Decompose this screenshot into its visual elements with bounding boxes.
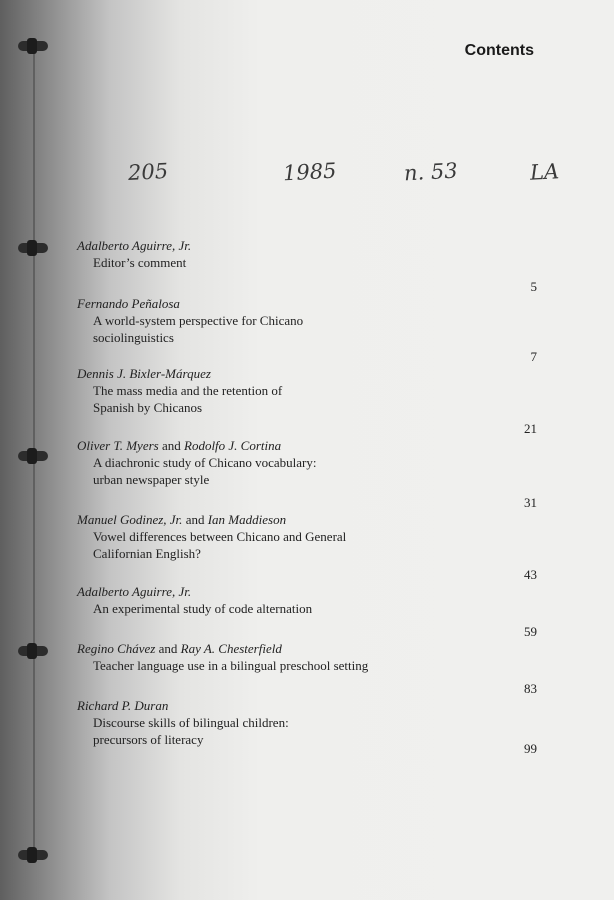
entry-title-line: A world-system perspective for Chicano (93, 313, 304, 328)
entry-title (77, 657, 537, 674)
handwritten-note: LA (529, 159, 560, 185)
entry-title-line: Discourse skills of bilingual children: (93, 715, 289, 730)
author-name: Oliver T. Myers (77, 438, 159, 453)
table-of-contents (77, 237, 537, 757)
entry-authors (77, 437, 537, 454)
entry-authors (77, 295, 537, 312)
entry-authors (77, 237, 537, 254)
entry-authors (77, 640, 537, 657)
author-name: Adalberto Aguirre, Jr. (77, 584, 192, 599)
binding-ring (18, 646, 48, 656)
entry-title (77, 454, 537, 488)
page-number: 43 (524, 567, 537, 582)
page-number: 5 (530, 279, 537, 294)
page-number: 21 (524, 421, 537, 436)
handwritten-annotation (0, 150, 614, 200)
entry-title (77, 714, 537, 748)
binding-ring (18, 243, 48, 253)
toc-entry (77, 511, 537, 583)
page-number: 31 (524, 495, 537, 510)
entry-title-line: Teacher language use in a bilingual preschool setting (93, 658, 369, 673)
entry-title-line: sociolinguistics (93, 330, 174, 345)
toc-entry (77, 697, 537, 757)
entry-title (77, 528, 537, 562)
entry-authors (77, 365, 537, 382)
author-conjunction: and (158, 438, 184, 453)
author-name: Richard P. Duran (77, 698, 169, 713)
toc-entry (77, 583, 537, 640)
author-name: Regino Chávez (77, 641, 156, 656)
author-name: Ian Maddieson (207, 512, 287, 527)
toc-entry (77, 640, 537, 697)
entry-title-line: Editor’s comment (93, 255, 187, 270)
entry-authors (77, 511, 537, 528)
entry-title-line: The mass media and the retention of (93, 383, 283, 398)
page-number: 99 (524, 741, 537, 756)
spiral-binding (0, 0, 64, 900)
entry-title-line: Vowel differences between Chicano and General (93, 529, 347, 544)
binding-ring (18, 41, 48, 51)
entry-title-line: An experimental study of code alternation (93, 601, 313, 616)
entry-title-line: Californian English? (93, 546, 201, 561)
handwritten-note: n. 53 (403, 158, 459, 186)
author-conjunction: and (155, 641, 181, 656)
entry-title (77, 382, 537, 416)
author-name: Fernando Peñalosa (77, 296, 180, 311)
entry-authors (77, 697, 537, 714)
handwritten-note: 1985 (282, 158, 338, 186)
toc-entry (77, 365, 537, 437)
page-number: 83 (524, 681, 537, 696)
author-name: Dennis J. Bixler-Márquez (77, 366, 211, 381)
page-number: 59 (524, 624, 537, 639)
page-number: 7 (530, 349, 537, 364)
author-name: Adalberto Aguirre, Jr. (77, 238, 192, 253)
entry-title (77, 600, 537, 617)
entry-title-line: precursors of literacy (93, 732, 204, 747)
binding-ring (18, 451, 48, 461)
entry-title (77, 254, 537, 271)
entry-title-line: Spanish by Chicanos (93, 400, 203, 415)
toc-entry (77, 295, 537, 365)
toc-entry (77, 237, 537, 295)
handwritten-note: 205 (127, 158, 169, 186)
author-name: Ray A. Chesterfield (180, 641, 282, 656)
page-title: Contents (464, 42, 534, 59)
toc-entry (77, 437, 537, 511)
entry-authors (77, 583, 537, 600)
author-conjunction: and (182, 512, 208, 527)
author-name: Rodolfo J. Cortina (184, 438, 282, 453)
entry-title-line: urban newspaper style (93, 472, 210, 487)
binding-ring (18, 850, 48, 860)
entry-title-line: A diachronic study of Chicano vocabulary: (93, 455, 317, 470)
entry-title (77, 312, 537, 346)
author-name: Manuel Godinez, Jr. (77, 512, 183, 527)
